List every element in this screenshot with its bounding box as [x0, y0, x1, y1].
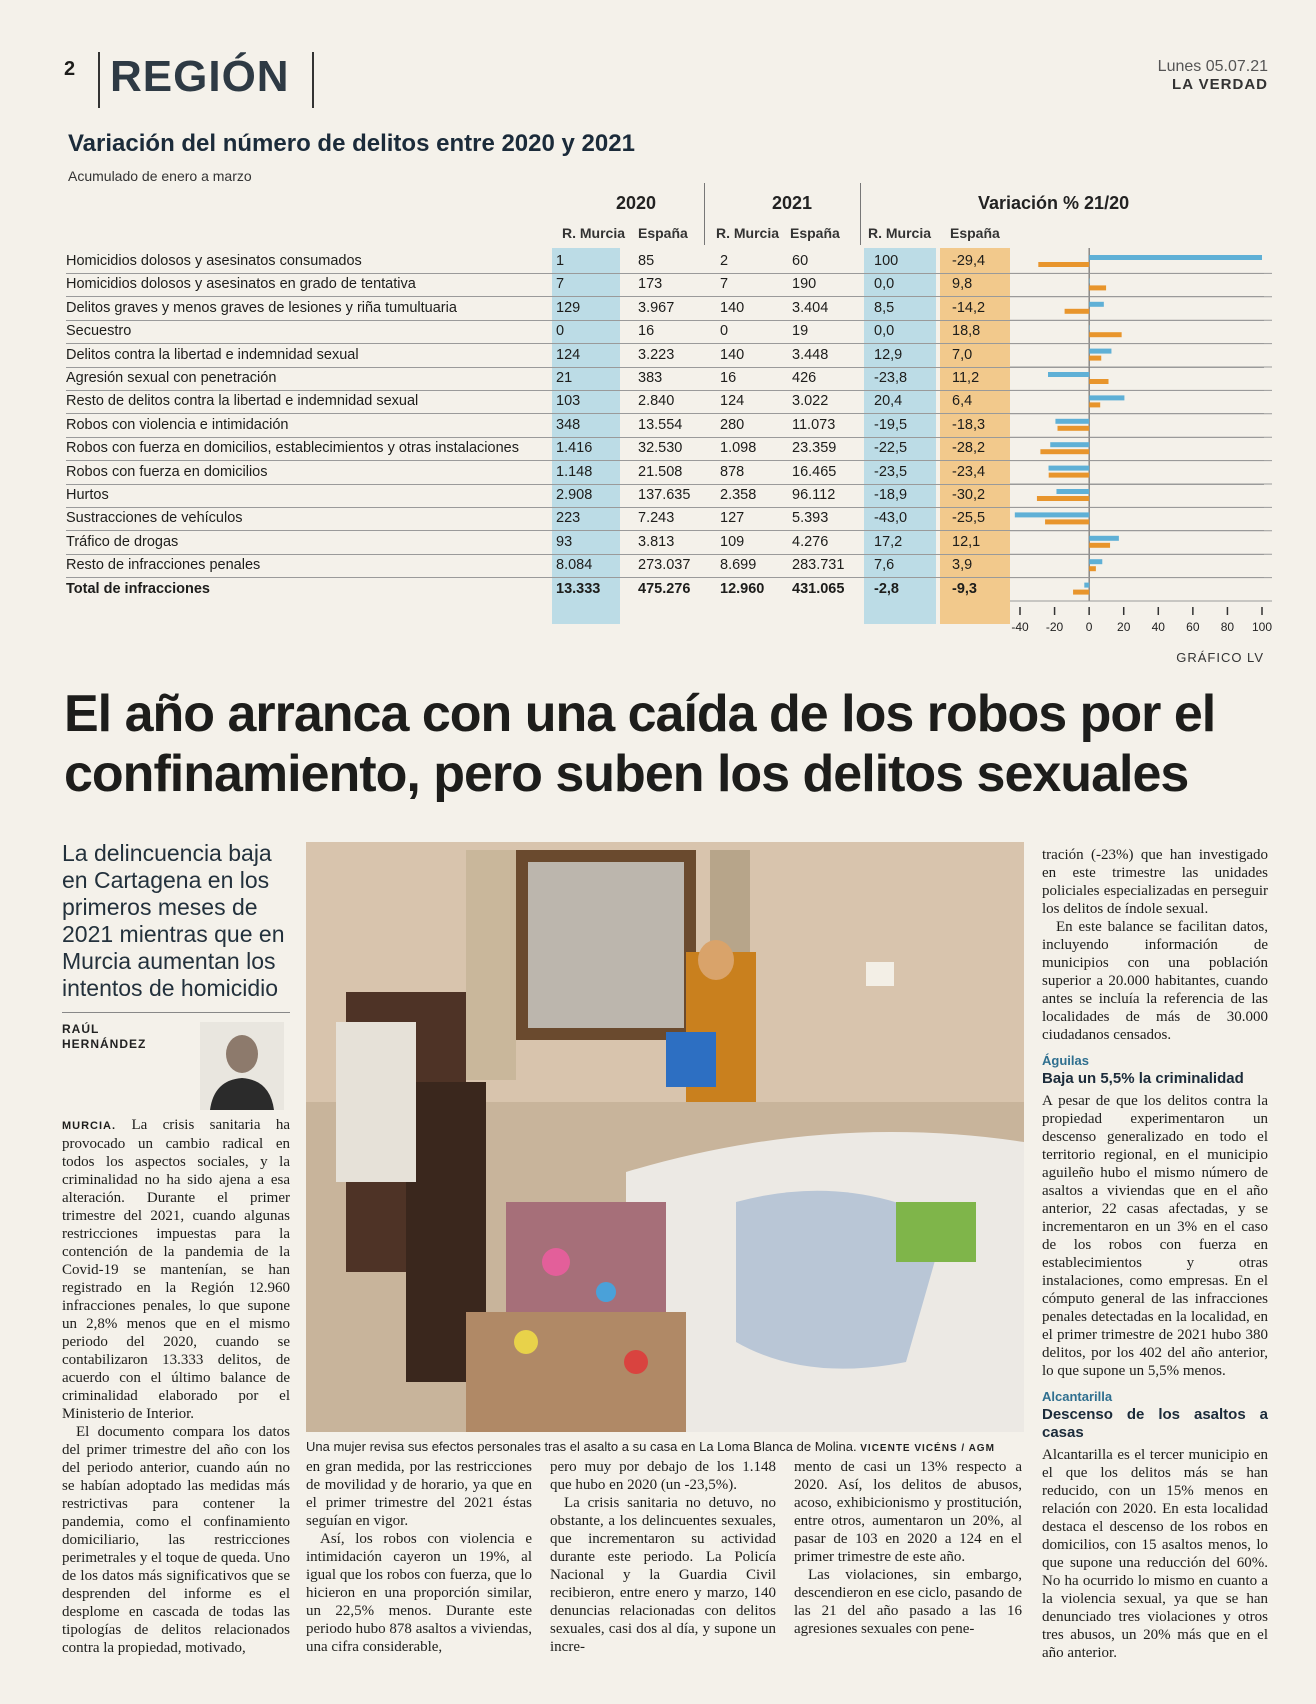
bar-murcia — [1089, 278, 1090, 283]
cell-espana-2021: 190 — [792, 276, 817, 293]
axis-tick-label: 0 — [1085, 620, 1093, 634]
row-label: Homicidios dolosos y asesinatos en grado de tentativa — [66, 276, 416, 293]
cell-espana-2020: 16 — [638, 323, 655, 340]
cell-espana-2020: 21.508 — [638, 463, 683, 480]
paragraph: Así, los robos con violencia e intimidación cayeron un 19%, al igual que los robos con fuerza, que lo hicieron en una proporción similar, un 22,5% menos. Durante este periodo hubo 878 asaltos a viviendas, una cifra considerable, — [306, 1531, 532, 1655]
paragraph: El documento compara los datos del primer trimestre del año con los del periodo anterior, cuando aún no se habían adoptado las medidas más restrictivas para contener la pandemia, como el confinamiento domiciliario, las restricciones perimetrales y el toque de queda. Uno de los datos más significativos que se desprenden del informe es el desplome en cascada de todas las tipologías de delitos relacionados contra la propiedad, motivado, — [62, 1424, 290, 1656]
cell-espana-2020: 7.243 — [638, 510, 675, 527]
cell-espana-2020: 137.635 — [638, 487, 691, 503]
row-label: Sustracciones de vehículos — [66, 510, 243, 527]
cell-murcia-2020: 124 — [556, 346, 581, 363]
cell-var-espana: -9,3 — [952, 580, 977, 597]
cell-murcia-2020: 0 — [556, 323, 565, 340]
cell-espana-2021: 4.276 — [792, 533, 829, 550]
cell-murcia-2020: 348 — [556, 416, 581, 433]
article-photo — [306, 842, 1024, 1432]
cell-murcia-2021: 1.098 — [720, 440, 757, 457]
cell-espana-2021: 60 — [792, 253, 809, 269]
col-header-murcia-2021: R. Murcia — [716, 225, 780, 241]
cell-var-murcia: -2,8 — [874, 580, 899, 597]
bar-murcia — [1050, 442, 1089, 447]
photo-credit: VICENTE VICÉNS / AGM — [860, 1443, 995, 1454]
article-side-column — [1042, 846, 1268, 1662]
dateline: MURCIA. — [62, 1120, 117, 1132]
paragraph: La crisis sanitaria ha provocado un cambio radical en todos los aspectos sociales, y la criminalidad no ha sido ajena a esa alteración. Durante el primer trimestre del 2021, cuando algunas restricciones impuestas para la contención de la pandemia de la Covid-19 se mantenían, se han registrado en la Región 12.960 infracciones penales, lo que supone un 2,8% menos que en el mismo periodo del 2020, cuando se contabilizaron 13.333 delitos, de acuerdo con el último balance de criminalidad elaborado por el Ministerio de Interior. — [62, 1117, 290, 1422]
col-header-murcia-var: R. Murcia — [868, 225, 932, 241]
cell-var-murcia: 7,6 — [874, 557, 895, 574]
byline-divider — [62, 1012, 290, 1013]
cell-var-espana: -29,4 — [952, 253, 986, 269]
cell-espana-2020: 273.037 — [638, 557, 691, 574]
cell-espana-2020: 383 — [638, 370, 663, 386]
cell-var-espana: -25,5 — [952, 510, 986, 527]
cell-espana-2020: 13.554 — [638, 416, 683, 433]
cell-var-murcia: 0,0 — [874, 276, 895, 293]
cell-murcia-2020: 1 — [556, 253, 565, 269]
cell-espana-2020: 32.530 — [638, 440, 683, 457]
row-label: Delitos contra la libertad e indemnidad sexual — [66, 346, 359, 363]
bar-murcia — [1015, 512, 1089, 517]
cell-var-murcia: 17,2 — [874, 533, 903, 550]
header-year-2021: 2021 — [772, 193, 813, 213]
cell-murcia-2021: 8.699 — [720, 557, 757, 574]
cell-var-murcia: -18,9 — [874, 487, 908, 503]
row-label: Agresión sexual con penetración — [66, 370, 277, 386]
subsection-heading: Descenso de los asaltos a casas — [1042, 1406, 1268, 1441]
cell-murcia-2020: 21 — [556, 370, 573, 386]
axis-tick-label: -20 — [1045, 620, 1064, 634]
bar-espana — [1058, 426, 1090, 431]
bar-murcia — [1089, 395, 1124, 400]
cell-var-espana: -18,3 — [952, 416, 986, 433]
cell-murcia-2021: 16 — [720, 370, 737, 386]
cell-var-murcia: 100 — [874, 253, 899, 269]
cell-espana-2021: 19 — [792, 323, 809, 340]
section-title: REGIÓN — [110, 52, 290, 101]
locality-tag-alcantarilla: Alcantarilla — [1042, 1389, 1113, 1404]
bar-espana — [1089, 379, 1108, 384]
cell-var-espana: -30,2 — [952, 487, 986, 503]
paragraph: La crisis sanitaria no detuvo, no obstante, a los delincuentes sexuales, que incrementaron su actividad durante este periodo. La Policía Nacional y la Guardia Civil recibieron, entre enero y marzo, 140 denuncias relacionadas con delitos sexuales, casi dos al día, y supone un incre- — [550, 1495, 776, 1655]
cell-espana-2021: 431.065 — [792, 580, 845, 597]
bar-espana — [1089, 285, 1106, 290]
row-label: Hurtos — [66, 487, 109, 503]
article-column-3 — [550, 1458, 776, 1656]
bar-espana — [1049, 473, 1089, 478]
axis-tick-label: 60 — [1186, 620, 1200, 634]
article-column-1 — [62, 1116, 290, 1657]
cell-espana-2021: 426 — [792, 370, 817, 386]
section-divider — [98, 52, 100, 108]
bar-espana — [1089, 566, 1096, 571]
cell-murcia-2021: 280 — [720, 416, 745, 433]
bar-murcia — [1089, 302, 1104, 307]
cell-var-murcia: 12,9 — [874, 346, 903, 363]
axis-tick-label: 100 — [1251, 620, 1273, 634]
header-year-2020: 2020 — [616, 193, 657, 213]
cell-var-murcia: 0,0 — [874, 323, 895, 340]
cell-murcia-2021: 12.960 — [720, 580, 765, 597]
bar-murcia — [1089, 559, 1102, 564]
cell-murcia-2020: 1.148 — [556, 463, 593, 480]
cell-murcia-2021: 124 — [720, 393, 745, 410]
paragraph: en gran medida, por las restricciones de movilidad y de horario, ya que en el primer trimestre del 2021 éstas seguían en vigor. — [306, 1459, 532, 1529]
cell-murcia-2020: 129 — [556, 299, 581, 316]
cell-espana-2021: 3.448 — [792, 346, 829, 363]
paragraph: mento de casi un 13% respecto a 2020. Así, los delitos de abusos, acoso, exhibicionismo y prostitución, entre otros, aumentaron un 20%, al pasar de 103 en 2020 a 124 en el primer trimestre de este año. — [794, 1459, 1022, 1565]
paragraph: En este balance se facilitan datos, incluyendo información de municipios con una población superior a 20.000 habitantes, cuando antes se incluía la referencia de las localidades de más de 30.000 ciudadanos censados. — [1042, 919, 1268, 1043]
cell-var-murcia: -43,0 — [874, 510, 908, 527]
cell-var-espana: 11,2 — [952, 370, 980, 386]
bar-murcia — [1048, 372, 1089, 377]
cell-murcia-2020: 93 — [556, 533, 573, 550]
col-header-espana-2021: España — [790, 225, 840, 241]
cell-espana-2021: 16.465 — [792, 463, 837, 480]
subsection-heading: Baja un 5,5% la criminalidad — [1042, 1070, 1244, 1087]
cell-murcia-2021: 878 — [720, 463, 745, 480]
cell-var-espana: 7,0 — [952, 346, 973, 363]
col-header-espana-var: España — [950, 225, 1000, 241]
author-first-name: RAÚL — [62, 1022, 100, 1036]
cell-espana-2021: 23.359 — [792, 440, 837, 457]
cell-var-murcia: 8,5 — [874, 299, 895, 316]
bar-murcia — [1089, 325, 1090, 330]
headline: El año arranca con una caída de los robos por el confinamiento, pero suben los delitos sexuales — [64, 685, 1216, 803]
row-label: Total de infracciones — [66, 580, 210, 597]
cell-espana-2020: 173 — [638, 276, 663, 293]
paragraph: Las violaciones, sin embargo, descendieron en ese ciclo, pasando de las 21 del año pasado a las 16 agresiones sexuales con pene- — [794, 1567, 1022, 1637]
issue-date: Lunes 05.07.21 — [1157, 58, 1268, 75]
cell-espana-2021: 3.404 — [792, 299, 829, 316]
row-label: Delitos graves y menos graves de lesiones y riña tumultuaria — [66, 299, 457, 316]
cell-var-espana: -14,2 — [952, 299, 986, 316]
cell-var-murcia: -23,8 — [874, 370, 908, 386]
byline — [62, 1022, 146, 1052]
axis-tick-label: 40 — [1151, 620, 1165, 634]
cell-espana-2020: 475.276 — [638, 580, 691, 597]
bar-espana — [1038, 262, 1089, 267]
cell-espana-2020: 3.813 — [638, 533, 675, 550]
bar-espana — [1073, 590, 1089, 595]
cell-murcia-2020: 1.416 — [556, 440, 593, 457]
cell-murcia-2020: 8.084 — [556, 557, 593, 574]
cell-murcia-2020: 2.908 — [556, 487, 593, 503]
cell-var-murcia: -23,5 — [874, 463, 908, 480]
row-label: Robos con violencia e intimidación — [66, 416, 289, 433]
cell-var-murcia: -19,5 — [874, 416, 908, 433]
col-header-murcia-2020: R. Murcia — [562, 225, 626, 241]
cell-var-murcia: 20,4 — [874, 393, 903, 410]
cell-var-espana: 6,4 — [952, 393, 973, 410]
axis-tick-label: 20 — [1117, 620, 1131, 634]
row-label: Secuestro — [66, 323, 132, 340]
paragraph: pero muy por debajo de los 1.148 que hubo en 2020 (un -23,5%). — [550, 1459, 776, 1493]
row-label: Robos con fuerza en domicilios, establecimientos y otras instalaciones — [66, 440, 519, 457]
bar-espana — [1089, 356, 1101, 361]
row-label: Tráfico de drogas — [66, 533, 179, 550]
paragraph: tración (-23%) que han investigado en este trimestre las unidades policiales especializadas en perseguir los delitos de índole sexual. — [1042, 847, 1268, 917]
cell-espana-2020: 3.967 — [638, 299, 675, 316]
cell-var-espana: -23,4 — [952, 463, 986, 480]
bar-espana — [1065, 309, 1090, 314]
bar-murcia — [1089, 536, 1119, 541]
locality-tag-aguilas: Águilas — [1042, 1053, 1089, 1068]
cell-espana-2020: 3.223 — [638, 346, 675, 363]
column-divider — [860, 183, 861, 245]
cell-murcia-2021: 2.358 — [720, 487, 757, 503]
cell-espana-2021: 283.731 — [792, 557, 845, 574]
cell-var-murcia: -22,5 — [874, 440, 908, 457]
cell-var-espana: 3,9 — [952, 557, 973, 574]
chart-title: Variación del número de delitos entre 2020 y 2021 — [68, 130, 635, 157]
col-header-espana-2020: España — [638, 225, 688, 241]
bar-espana — [1037, 496, 1089, 501]
cell-var-espana: 9,8 — [952, 276, 973, 293]
cell-var-espana: 18,8 — [952, 323, 981, 340]
cell-murcia-2020: 13.333 — [556, 580, 601, 597]
cell-espana-2021: 3.022 — [792, 393, 829, 410]
row-label: Robos con fuerza en domicilios — [66, 463, 268, 480]
article-column-4 — [794, 1458, 1022, 1638]
bar-espana — [1040, 449, 1089, 454]
cell-var-espana: -28,2 — [952, 440, 986, 457]
header-variation: Variación % 21/20 — [978, 193, 1130, 213]
cell-murcia-2021: 140 — [720, 299, 745, 316]
author-last-name: HERNÁNDEZ — [62, 1037, 147, 1051]
cell-murcia-2021: 7 — [720, 276, 729, 293]
axis-tick-label: 80 — [1220, 620, 1235, 634]
author-photo — [200, 1022, 284, 1110]
cell-murcia-2021: 127 — [720, 510, 745, 527]
caption-text: Una mujer revisa sus efectos personales tras el asalto a su casa en La Loma Blanca de Molina. — [306, 1439, 857, 1454]
cell-espana-2021: 96.112 — [792, 487, 836, 503]
bar-murcia — [1089, 349, 1111, 354]
article-column-2 — [306, 1458, 532, 1656]
section-divider — [312, 52, 314, 108]
row-label: Resto de infracciones penales — [66, 557, 261, 574]
bar-murcia — [1056, 489, 1089, 494]
cell-espana-2021: 11.073 — [792, 416, 836, 433]
bar-espana — [1089, 402, 1100, 407]
chart-credit: GRÁFICO LV — [1176, 650, 1264, 665]
cell-murcia-2021: 2 — [720, 253, 729, 269]
cell-murcia-2021: 140 — [720, 346, 745, 363]
row-label: Homicidios dolosos y asesinatos consumados — [66, 253, 362, 269]
cell-var-espana: 12,1 — [952, 533, 981, 550]
bar-murcia — [1055, 419, 1089, 424]
cell-espana-2020: 2.840 — [638, 393, 675, 410]
cell-murcia-2020: 223 — [556, 510, 581, 527]
bar-murcia — [1049, 466, 1090, 471]
cell-murcia-2020: 7 — [556, 276, 565, 293]
column-divider — [704, 183, 705, 245]
paragraph: Alcantarilla es el tercer municipio en el que los delitos más se han reducido, con un 15% menos en relación con 2020. En esta localidad destaca el descenso de los robos en domicilios, con 15 asaltos menos, lo que supone una reducción del 60%. No ha ocurrido lo mismo en cuanto a la violencia sexual, ya que se han denunciado tres violaciones y otros tres abusos, un 20% más que en el año anterior. — [1042, 1447, 1268, 1661]
cell-espana-2021: 5.393 — [792, 510, 829, 527]
photo-caption — [306, 1439, 1024, 1454]
cell-murcia-2021: 0 — [720, 323, 729, 340]
paragraph: A pesar de que los delitos contra la propiedad experimentaron un descenso generalizado en todo el territorio regional, en el municipio aguileño hubo el mismo número de asaltos a viviendas que en el año anterior, 22 casas afectadas, y se incrementaron en un 3% en el caso de los robos con fuerza en establecimientos y otras instalaciones, como empresas. En el cómputo general de las infracciones penales detectadas en la localidad, en el primer trimestre de 2021 hubo 380 delitos, por los 402 del año anterior, lo que supone un 5,5% menos. — [1042, 1093, 1268, 1379]
bar-murcia — [1084, 583, 1089, 588]
bar-espana — [1089, 332, 1121, 337]
bar-murcia — [1089, 255, 1262, 260]
row-label: Resto de delitos contra la libertad e indemnidad sexual — [66, 393, 419, 410]
cell-murcia-2021: 109 — [720, 533, 745, 550]
cell-murcia-2020: 103 — [556, 393, 581, 410]
chart-subtitle: Acumulado de enero a marzo — [68, 168, 252, 184]
newspaper-name: LA VERDAD — [1172, 76, 1268, 93]
axis-tick-label: -40 — [1011, 620, 1029, 634]
bar-espana — [1089, 543, 1110, 548]
cell-espana-2020: 85 — [638, 253, 655, 269]
variation-bar-chart — [1010, 248, 1273, 634]
page-number: 2 — [64, 58, 76, 80]
subheadline: La delincuencia baja en Cartagena en los primeros meses de 2021 mientras que en Murcia aumentan los intentos de homicidio — [62, 840, 285, 1001]
bar-espana — [1045, 519, 1089, 524]
